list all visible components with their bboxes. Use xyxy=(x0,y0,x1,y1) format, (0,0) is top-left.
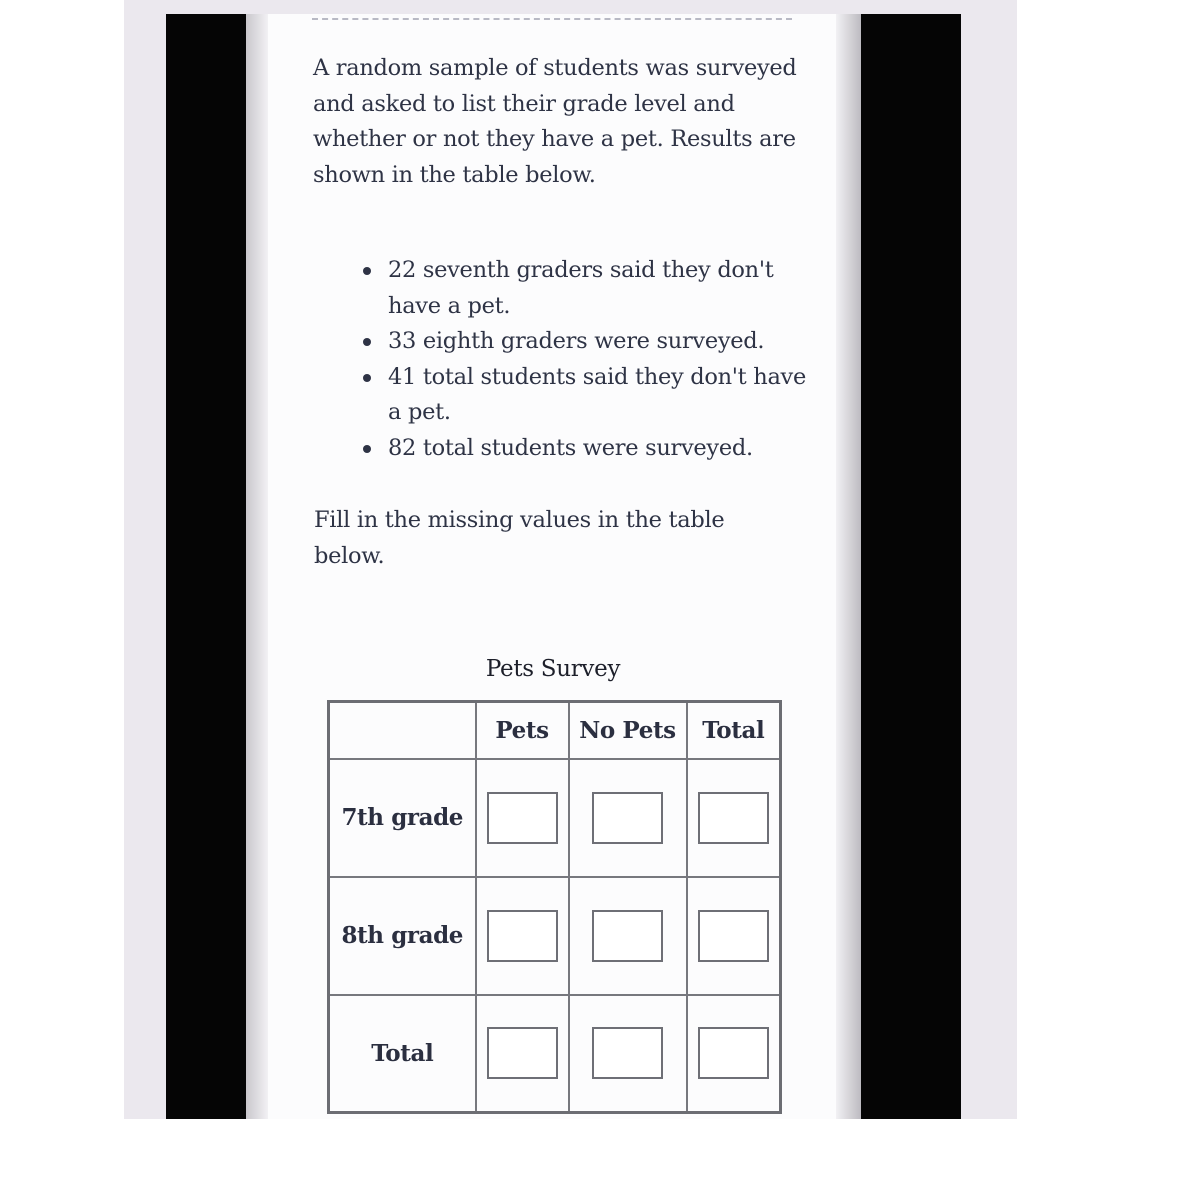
answer-input-7th-pets[interactable] xyxy=(487,792,558,844)
cell xyxy=(687,877,781,995)
table-header-row xyxy=(329,702,781,759)
fact-item: 41 total students said they don't have a pet. xyxy=(388,360,808,431)
answer-input-8th-no-pets[interactable] xyxy=(592,910,663,962)
cell xyxy=(476,995,569,1113)
fact-item: 33 eighth graders were surveyed. xyxy=(388,324,808,360)
row-label-total: Total xyxy=(329,995,476,1113)
header-blank xyxy=(329,702,476,759)
cell xyxy=(569,759,687,877)
table-row xyxy=(329,995,781,1113)
left-black-border xyxy=(166,14,246,1119)
row-label-7th-grade: 7th grade xyxy=(329,759,476,877)
header-pets: Pets xyxy=(476,702,569,759)
facts-list xyxy=(388,253,808,466)
header-total: Total xyxy=(687,702,781,759)
table-title: Pets Survey xyxy=(485,656,621,682)
pets-survey-table xyxy=(327,700,782,1114)
answer-input-7th-total[interactable] xyxy=(698,792,769,844)
dashed-divider xyxy=(312,18,792,20)
table-row xyxy=(329,877,781,995)
cell xyxy=(476,877,569,995)
instruction-text: Fill in the missing values in the table below. xyxy=(314,507,725,569)
table-row xyxy=(329,759,781,877)
answer-input-total-no-pets[interactable] xyxy=(592,1027,663,1079)
fact-item: 82 total students were surveyed. xyxy=(388,431,808,467)
right-page-shadow xyxy=(836,14,861,1119)
answer-input-7th-no-pets[interactable] xyxy=(592,792,663,844)
left-page-shadow xyxy=(246,14,268,1119)
cell xyxy=(476,759,569,877)
answer-input-total-total[interactable] xyxy=(698,1027,769,1079)
row-label-8th-grade: 8th grade xyxy=(329,877,476,995)
cell xyxy=(687,995,781,1113)
answer-input-total-pets[interactable] xyxy=(487,1027,558,1079)
right-black-border xyxy=(861,14,961,1119)
cell xyxy=(569,995,687,1113)
answer-input-8th-pets[interactable] xyxy=(487,910,558,962)
problem-intro: A random sample of students was surveyed and asked to list their grade level and whether or not they have a pet. Results are shown in the table below. xyxy=(313,55,797,188)
header-no-pets: No Pets xyxy=(569,702,687,759)
cell xyxy=(687,759,781,877)
answer-input-8th-total[interactable] xyxy=(698,910,769,962)
fact-item: 22 seventh graders said they don't have a pet. xyxy=(388,253,808,324)
cell xyxy=(569,877,687,995)
